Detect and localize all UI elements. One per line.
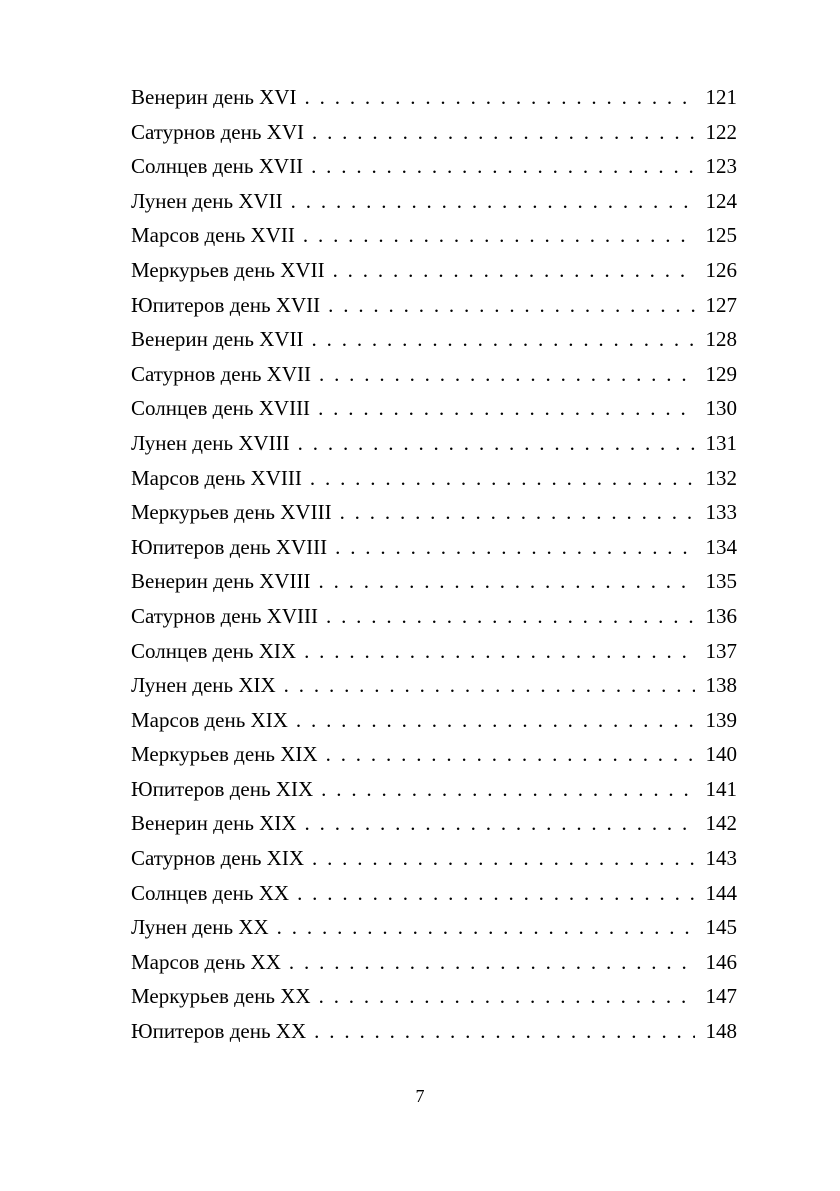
toc-entry-title: Венерин день XVI <box>131 85 297 109</box>
toc-dot-leader <box>310 461 695 496</box>
toc-entry-title: Лунен день XVII <box>131 188 283 213</box>
toc-dot-leader <box>305 806 695 841</box>
toc-entry-page: 143 <box>705 846 737 871</box>
toc-entry <box>131 461 737 496</box>
toc-entry <box>131 599 737 634</box>
toc-entry-title: Солнцев день XX <box>131 880 290 905</box>
toc-entry-page: 134 <box>705 534 737 559</box>
toc-entry <box>131 668 737 703</box>
toc-entry <box>131 564 737 599</box>
toc-entry-title: Юпитеров день XIX <box>131 776 314 801</box>
toc-dot-leader <box>318 391 695 426</box>
toc-entry <box>131 184 737 219</box>
toc-entry <box>131 218 737 253</box>
toc-entry <box>131 772 737 807</box>
toc-entry-title: Юпитеров день XVIII <box>131 534 328 559</box>
toc-dot-leader <box>311 149 695 184</box>
toc-entry-title: Юпитеров день XVII <box>131 292 321 317</box>
toc-entry-title: Юпитеров день XX <box>131 1019 307 1044</box>
toc-entry-page: 122 <box>705 119 737 144</box>
toc-entry-title: Лунен день XVIII <box>131 430 290 455</box>
toc-entry-title: Венерин день XVII <box>131 327 304 352</box>
toc-entry <box>131 876 737 911</box>
toc-entry <box>131 80 737 115</box>
toc-entry-page: 128 <box>705 327 737 352</box>
toc-entry-page: 125 <box>705 223 737 248</box>
toc-dot-leader <box>303 218 695 253</box>
toc-entry <box>131 910 737 945</box>
toc-entry-page: 133 <box>705 500 737 525</box>
toc-entry-page: 139 <box>705 707 737 732</box>
toc-entry-page: 138 <box>705 673 737 698</box>
toc-entry-title: Марсов день XVIII <box>131 465 302 490</box>
toc-entry <box>131 495 737 530</box>
toc-entry <box>131 806 737 841</box>
toc-entry <box>131 426 737 461</box>
toc-entry-title: Солнцев день XVII <box>131 154 304 179</box>
toc-entry-page: 135 <box>705 569 737 594</box>
toc-dot-leader <box>319 564 696 599</box>
toc-dot-leader <box>304 634 695 669</box>
toc-entry <box>131 357 737 392</box>
toc-entry-page: 127 <box>705 292 737 317</box>
toc-entry-page: 121 <box>705 85 737 109</box>
toc-entry-page: 130 <box>705 396 737 421</box>
toc-dot-leader <box>277 910 695 945</box>
toc-entry <box>131 115 737 150</box>
toc-entry-page: 148 <box>705 1019 737 1044</box>
toc-dot-leader <box>284 668 695 703</box>
toc-entry-title: Марсов день XVII <box>131 223 295 248</box>
toc-dot-leader <box>297 876 695 911</box>
toc-entry-title: Солнцев день XVIII <box>131 396 311 421</box>
toc-entry-title: Сатурнов день XVI <box>131 119 304 144</box>
toc-entry <box>131 253 737 288</box>
toc-entry-page: 137 <box>705 638 737 663</box>
toc-dot-leader <box>340 495 695 530</box>
toc-entry-page: 124 <box>705 188 737 213</box>
toc-dot-leader <box>314 1014 695 1049</box>
toc-entry-page: 142 <box>705 811 737 836</box>
toc-entry-page: 141 <box>705 776 737 801</box>
toc-dot-leader <box>312 115 695 150</box>
toc-entry-title: Марсов день XIX <box>131 707 288 732</box>
toc-entry-page: 131 <box>705 430 737 455</box>
toc-entry <box>131 391 737 426</box>
toc-dot-leader <box>319 357 695 392</box>
toc-entry-title: Венерин день XIX <box>131 811 297 836</box>
toc-dot-leader <box>326 599 695 634</box>
toc-entry-page: 140 <box>705 742 737 767</box>
toc-entry <box>131 288 737 323</box>
toc-entry <box>131 149 737 184</box>
toc-entry <box>131 945 737 980</box>
toc-entry-page: 129 <box>705 361 737 386</box>
toc-entry <box>131 322 737 357</box>
toc-dot-leader <box>312 322 695 357</box>
toc-entry-page: 145 <box>705 915 737 940</box>
toc-dot-leader <box>319 979 695 1014</box>
toc-entry-title: Лунен день XIX <box>131 673 276 698</box>
toc-entry-page: 146 <box>705 949 737 974</box>
toc-entry-title: Меркурьев день XVII <box>131 257 325 282</box>
toc-entry-title: Меркурьев день XX <box>131 984 311 1009</box>
toc-entry-page: 144 <box>705 880 737 905</box>
toc-entry <box>131 634 737 669</box>
toc-dot-leader <box>333 253 695 288</box>
toc-entry <box>131 530 737 565</box>
toc-dot-leader <box>321 772 695 807</box>
toc-entry <box>131 1014 737 1049</box>
toc-dot-leader <box>326 737 695 772</box>
toc-dot-leader <box>312 841 695 876</box>
toc-dot-leader <box>291 184 695 219</box>
toc-entry <box>131 979 737 1014</box>
toc-entry <box>131 737 737 772</box>
toc-dot-leader <box>305 80 695 115</box>
toc-entry <box>131 841 737 876</box>
toc-dot-leader <box>289 945 695 980</box>
toc-entry-title: Марсов день XX <box>131 949 281 974</box>
toc-dot-leader <box>328 288 695 323</box>
table-of-contents <box>131 80 737 1049</box>
toc-entry-title: Венерин день XVIII <box>131 569 311 594</box>
toc-entry <box>131 703 737 738</box>
toc-entry-page: 126 <box>705 257 737 282</box>
toc-entry-title: Сатурнов день XIX <box>131 846 304 871</box>
toc-entry-title: Меркурьев день XVIII <box>131 500 332 525</box>
toc-dot-leader <box>296 703 695 738</box>
toc-dot-leader <box>298 426 695 461</box>
toc-entry-title: Сатурнов день XVII <box>131 361 311 386</box>
toc-entry-page: 123 <box>705 154 737 179</box>
toc-entry-page: 147 <box>705 984 737 1009</box>
toc-entry-title: Меркурьев день XIX <box>131 742 318 767</box>
toc-entry-page: 136 <box>705 603 737 628</box>
toc-dot-leader <box>335 530 695 565</box>
toc-entry-title: Лунен день XX <box>131 915 269 940</box>
toc-entry-title: Солнцев день XIX <box>131 638 297 663</box>
toc-entry-page: 132 <box>705 465 737 490</box>
toc-entry-title: Сатурнов день XVIII <box>131 603 318 628</box>
page-number: 7 <box>415 1086 425 1106</box>
